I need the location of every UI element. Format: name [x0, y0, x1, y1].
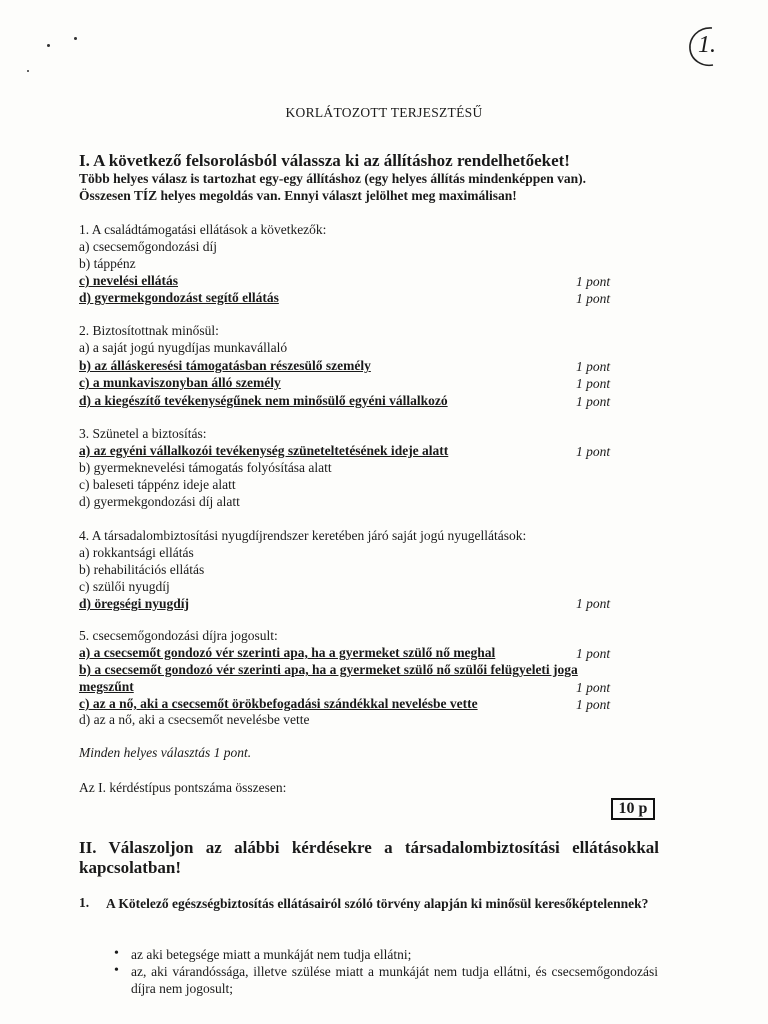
point-label: 1 pont: [576, 680, 611, 695]
point-label: 1 pont: [576, 359, 611, 374]
question-1-option-c: c) nevelési ellátás: [79, 273, 178, 288]
question-5-option-a: a) a csecsemőt gondozó vér szerinti apa, ha a gyermeket szülő nő meghal: [79, 645, 496, 660]
question-4-option-a: a) rokkantsági ellátás: [79, 545, 194, 560]
point-label: 1 pont: [576, 697, 611, 712]
question-4-stem: 4. A társadalombiztosítási nyugdíjrendszer keretében járó saját jogú nyugellátások:: [79, 528, 527, 543]
question-5-stem: 5. csecsemőgondozási díjra jogosult:: [79, 628, 278, 643]
question-1-option-a: a) csecsemőgondozási díj: [79, 239, 217, 254]
question-1-stem: 1. A családtámogatási ellátások a következők:: [79, 222, 327, 237]
scan-speck: [47, 44, 50, 47]
point-label: 1 pont: [576, 291, 611, 306]
scoring-note: Minden helyes választás 1 pont.: [79, 745, 252, 760]
question-3-option-d: d) gyermekgondozási díj alatt: [79, 494, 240, 509]
section2-title: II. Válaszoljon az alábbi kérdésekre a társadalombiztosítási ellátásokkal kapcsolatban!: [79, 838, 659, 877]
scan-speck: [27, 70, 29, 72]
question-4-option-c: c) szülői nyugdíj: [79, 579, 170, 594]
section2-question-1-number: 1.: [79, 895, 90, 910]
question-2-option-b: b) az álláskeresési támogatásban részesülő személy: [79, 358, 371, 373]
section1-intro-line2: Összesen TÍZ helyes megoldás van. Ennyi választ jelölhet meg maximálisan!: [79, 188, 517, 203]
question-2-option-c: c) a munkaviszonyban álló személy: [79, 375, 281, 390]
section1-total-score: 10 p: [611, 798, 655, 820]
bullet-icon: •: [114, 963, 119, 978]
section2-answer-item-2: az, aki várandóssága, illetve szülése miatt a munkáját nem tudja ellátni, és csecsemőgondozási díjra nem jogosult;: [131, 964, 658, 996]
question-3-stem: 3. Szünetel a biztosítás:: [79, 426, 207, 441]
section1-title: I. A következő felsorolásból válassza ki az állításhoz rendelhetőeket!: [79, 151, 570, 170]
question-5-option-d: d) az a nő, aki a csecsemőt nevelésbe vette: [79, 712, 310, 727]
section1-total-label: Az I. kérdéstípus pontszáma összesen:: [79, 780, 287, 795]
classification-header: KORLÁTOZOTT TERJESZTÉSŰ: [285, 105, 483, 120]
section2-answer-item-1: az aki betegsége miatt a munkáját nem tudja ellátni;: [131, 947, 412, 962]
scan-speck: [74, 37, 77, 40]
question-2-option-d: d) a kiegészítő tevékenységűnek nem minősülő egyéni vállalkozó: [79, 393, 448, 408]
question-3-option-a: a) az egyéni vállalkozói tevékenység szüneteltetésének ideje alatt: [79, 443, 449, 458]
question-2-stem: 2. Biztosítottnak minősül:: [79, 323, 219, 338]
page-number-text: 1.: [698, 32, 716, 58]
point-label: 1 pont: [576, 596, 611, 611]
point-label: 1 pont: [576, 444, 611, 459]
question-4-option-d: d) öregségi nyugdíj: [79, 596, 190, 611]
question-4-option-b: b) rehabilitációs ellátás: [79, 562, 205, 577]
question-5-option-c: c) az a nő, aki a csecsemőt örökbefogadási szándékkal nevelésbe vette: [79, 696, 478, 711]
section1-intro-line1: Több helyes válasz is tartozhat egy-egy állításhoz (egy helyes állítás mindenképpen van).: [79, 171, 586, 186]
page-number-mark: [686, 24, 732, 70]
section2-question-1-text: A Kötelező egészségbiztosítás ellátásairól szóló törvény alapján ki minősül keresőképtelennek?: [106, 896, 649, 911]
question-5-option-b-continued: megszűnt: [79, 679, 134, 694]
bullet-icon: •: [114, 946, 119, 961]
point-label: 1 pont: [576, 274, 611, 289]
question-5-option-b: b) a csecsemőt gondozó vér szerinti apa, ha a gyermeket szülő nő szülői felügyeleti joga: [79, 662, 578, 677]
question-1-option-d: d) gyermekgondozást segítő ellátás: [79, 290, 279, 305]
question-2-option-a: a) a saját jogú nyugdíjas munkavállaló: [79, 340, 288, 355]
question-3-option-c: c) baleseti táppénz ideje alatt: [79, 477, 236, 492]
question-1-option-b: b) táppénz: [79, 256, 136, 271]
question-3-option-b: b) gyermeknevelési támogatás folyósítása alatt: [79, 460, 332, 475]
point-label: 1 pont: [576, 394, 611, 409]
point-label: 1 pont: [576, 376, 611, 391]
point-label: 1 pont: [576, 646, 611, 661]
